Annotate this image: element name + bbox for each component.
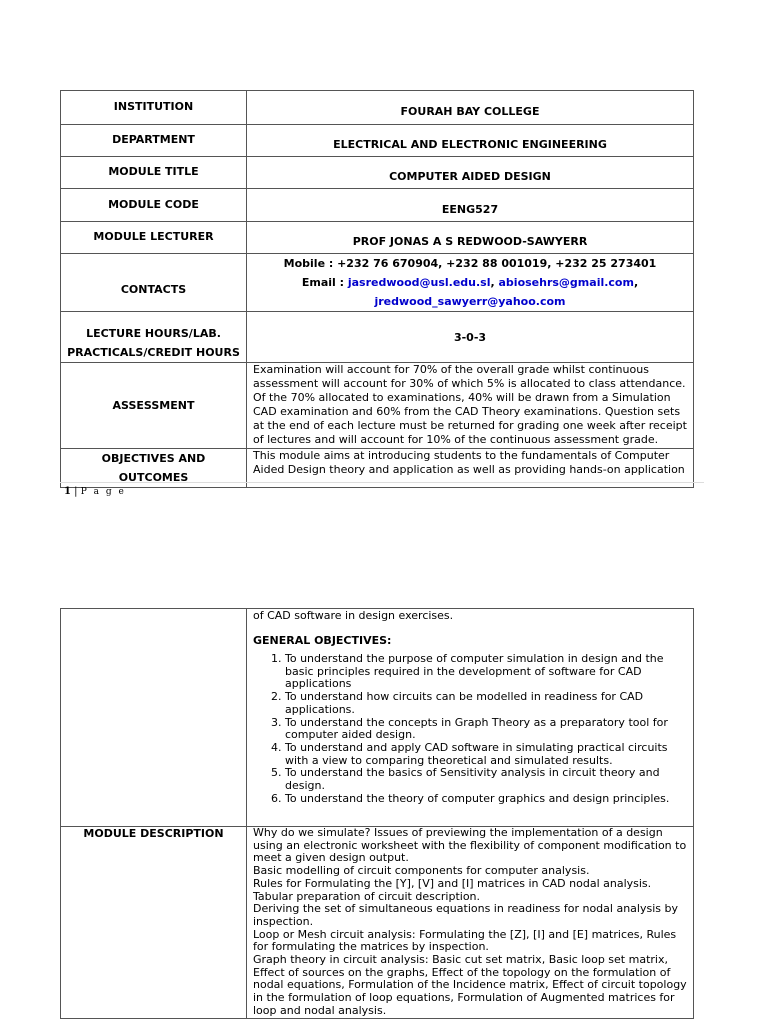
list-item: 2. To understand how circuits can be modelled in readiness for CAD applications.	[285, 691, 687, 716]
module-title-label-cell	[61, 157, 247, 189]
objectives-continuation: of CAD software in design exercises.	[253, 609, 454, 622]
email-separator: ,	[490, 276, 499, 289]
lecture-hours-value-cell	[247, 312, 694, 363]
module-code-value-cell	[247, 189, 694, 222]
department-value: ELECTRICAL AND ELECTRONIC ENGINEERING	[333, 138, 607, 151]
institution-value: FOURAH BAY COLLEGE	[400, 105, 540, 118]
email-line	[247, 273, 693, 292]
contacts-label-cell	[61, 254, 247, 312]
module-lecturer-label-cell	[61, 222, 247, 254]
description-line: Effect of sources on the graphs, Effect of the topology on the formulation of	[253, 965, 671, 979]
email-separator: ,	[633, 276, 639, 289]
list-item: 5. To understand the basics of Sensitivity analysis in circuit theory and design.	[285, 767, 687, 792]
list-item: 4. To understand and apply CAD software in simulating practical circuits with a view to comparing theoretical and simulated results.	[285, 742, 687, 767]
module-details-table	[60, 608, 694, 1019]
list-item: 1. To understand the purpose of computer simulation in design and the basic principles required in the development of software for CAD applications	[285, 653, 687, 691]
department-label: DEPARTMENT	[112, 133, 195, 146]
description-line: loop and nodal analysis.	[253, 1003, 387, 1017]
lecture-hours-label-line2: PRACTICALS/CREDIT HOURS	[67, 346, 240, 359]
page-number: 1	[64, 486, 71, 497]
module-lecturer-value: PROF JONAS A S REDWOOD-SAWYERR	[352, 235, 588, 248]
list-item: 6. To understand the theory of computer graphics and design principles.	[285, 793, 687, 806]
email-link-gmail[interactable]: abiosehrs@gmail.com	[498, 276, 634, 289]
objectives-label-line2: OUTCOMES	[118, 471, 189, 484]
email-link-usl[interactable]: jasredwood@usl.edu.sl	[347, 276, 491, 289]
description-line: Basic modelling of circuit components for computer analysis.	[253, 864, 590, 878]
description-line: Why do we simulate? Issues of previewing the implementation of a design	[253, 826, 663, 839]
description-line: Graph theory in circuit analysis: Basic cut set matrix, Basic loop set matrix,	[253, 953, 668, 967]
department-value-cell	[247, 125, 694, 157]
module-description-cell	[247, 827, 694, 1019]
module-title-value: COMPUTER AIDED DESIGN	[389, 170, 551, 183]
description-line: meet a given design output.	[253, 851, 409, 865]
objectives-line: Aided Design theory and application as well as providing hands-on application	[253, 463, 685, 476]
lecture-hours-value: 3-0-3	[453, 330, 487, 344]
objectives-line: This module aims at introducing students to the fundamentals of Computer	[253, 449, 670, 462]
general-objectives-heading: GENERAL OBJECTIVES:	[253, 634, 392, 647]
assessment-line: CAD examination and 60% from the CAD Theory examinations. Question sets	[253, 405, 681, 418]
assessment-value-cell	[247, 363, 694, 449]
module-code-value: EENG527	[441, 202, 499, 216]
description-line: using an electronic worksheet with the flexibility of component modification to	[253, 838, 687, 852]
assessment-label: ASSESSMENT	[112, 399, 195, 412]
description-line: Deriving the set of simultaneous equations in readiness for nodal analysis by	[253, 902, 678, 916]
assessment-line: Examination will account for 70% of the overall grade whilst continuous	[253, 363, 649, 376]
module-code-label: MODULE CODE	[108, 197, 199, 211]
assessment-label-cell	[61, 363, 247, 449]
general-objectives-list	[253, 653, 687, 805]
description-line: nodal equations, Formulation of the Incidence matrix, Effect of circuit topology	[253, 978, 687, 992]
module-info-table	[60, 90, 694, 488]
page-separator: |	[70, 486, 81, 497]
module-title-value-cell	[247, 157, 694, 189]
description-line: Tabular preparation of circuit description.	[253, 889, 481, 903]
contacts-value-cell	[247, 254, 694, 312]
description-line: Rules for Formulating the [Y], [V] and [I] matrices in CAD nodal analysis.	[253, 876, 652, 890]
lecture-hours-label-cell	[61, 312, 247, 363]
module-lecturer-value-cell	[247, 222, 694, 254]
email-prefix: Email :	[301, 276, 348, 289]
objectives-continued-cell	[247, 609, 694, 827]
lecture-hours-label-line1: LECTURE HOURS/LAB.	[86, 327, 221, 340]
module-description-label-cell	[61, 827, 247, 1019]
assessment-line: at the end of each lecture must be returned for grading one week after receipt	[253, 419, 687, 432]
institution-value-cell	[247, 91, 694, 125]
assessment-line: of lectures and will account for 10% of the continuous assessment grade.	[253, 433, 659, 446]
department-label-cell	[61, 125, 247, 157]
assessment-line: Of the 70% allocated to examinations, 40% will be drawn from a Simulation	[253, 391, 671, 404]
description-line: Loop or Mesh circuit analysis: Formulating the [Z], [I] and [E] matrices, Rules	[253, 927, 677, 941]
description-line: for formulating the matrices by inspection.	[253, 940, 489, 954]
assessment-line: assessment will account for 30% of which 5% is allocated to class attendance.	[253, 377, 686, 390]
mobile-numbers: Mobile : +232 76 670904, +232 88 001019, +232 25 273401	[283, 257, 657, 270]
contacts-label: CONTACTS	[120, 283, 187, 296]
institution-label: INSTITUTION	[113, 100, 194, 113]
email-link-yahoo[interactable]: jredwood_sawyerr@yahoo.com	[374, 295, 566, 308]
module-title-label: MODULE TITLE	[108, 165, 199, 178]
description-line: in the formulation of loop equations, Formulation of Augmented matrices for	[253, 991, 675, 1005]
objectives-continued-label-cell	[61, 609, 247, 827]
module-lecturer-label: MODULE LECTURER	[93, 230, 214, 243]
page-footer	[64, 486, 126, 497]
institution-label-cell	[61, 91, 247, 125]
objectives-label-line1: OBJECTIVES AND	[101, 452, 206, 465]
list-item: 3. To understand the concepts in Graph Theory as a preparatory tool for computer aided design.	[285, 717, 687, 742]
description-line: inspection.	[253, 914, 314, 928]
module-code-label-cell	[61, 189, 247, 222]
footer-divider	[60, 482, 704, 483]
page-word: P a g e	[80, 487, 126, 497]
module-description-label: MODULE DESCRIPTION	[83, 827, 224, 840]
